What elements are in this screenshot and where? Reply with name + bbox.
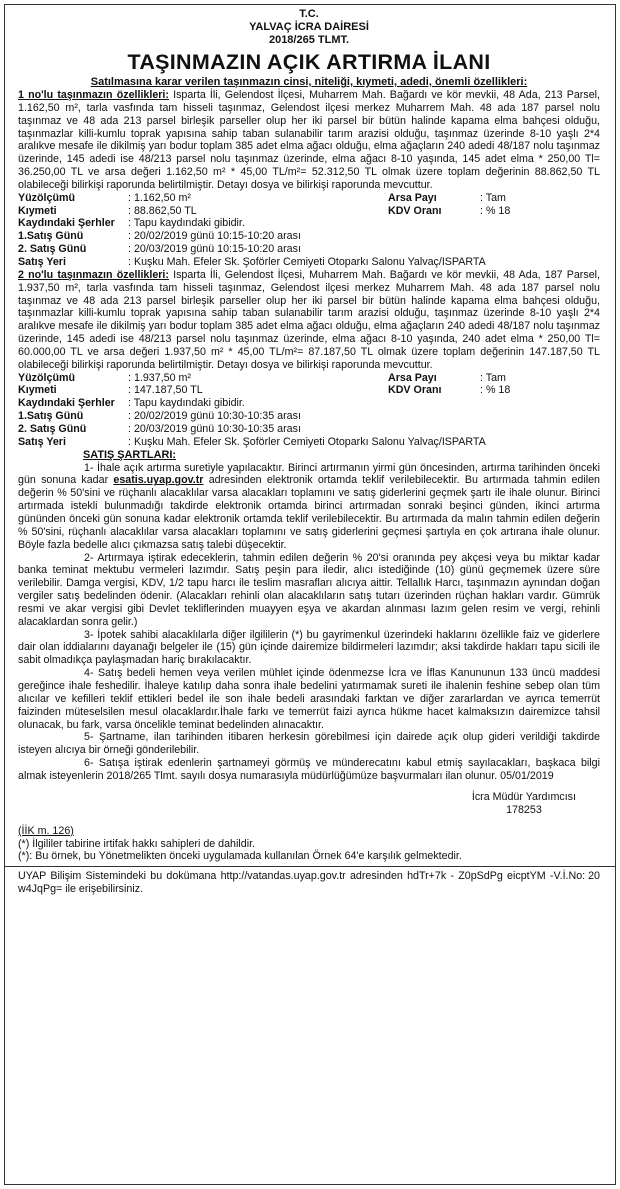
field-row xyxy=(18,217,600,230)
condition-1-pre: 1- İhale açık artırma suretiyle yapılacaktır. Birinci artırmanın yirmi gün öncesinden, artırma tarihinden önceki gün sonuna kadar xyxy=(18,461,600,487)
record-label: Kaydındaki Şerhler xyxy=(18,397,115,410)
share-label: Arsa Payı xyxy=(388,371,437,384)
version-number: V.İ.No: 20 xyxy=(553,870,600,883)
footnote-1: (*) İlgililer tabirine irtifak hakkı sahipleri de dahildir. xyxy=(18,837,256,850)
footnote-2: (*): Bu örnek, bu Yönetmelikten önceki uygulamada kullanılan Örnek 64'e karşılık gelmektedir. xyxy=(18,850,462,863)
sale2-value: : 20/03/2019 günü 10:30-10:35 arası xyxy=(128,422,301,435)
sale1-value: : 20/02/2019 günü 10:15-10:20 arası xyxy=(128,230,301,243)
condition-1 xyxy=(18,462,600,552)
header-office: YALVAÇ İCRA DAİRESİ xyxy=(249,21,369,33)
value-value: : 88.862,50 TL xyxy=(128,204,197,217)
header-tc: T.C. xyxy=(299,8,319,20)
sale2-value: : 20/03/2019 günü 10:15-10:20 arası xyxy=(128,243,301,256)
area-label: Yüzölçümü xyxy=(18,191,76,204)
header-case-no: 2018/265 TLMT. xyxy=(268,34,350,46)
condition-1-post: adresinden elektronik ortamda teklif verilebilecektir. Bu artırmada tahmin edilen değerin % 50'sini ve rüçhanlı alacaklılar varsa alacakları toplamını ve satış giderlerini geçmek şartı ile ihale olunur. Birinci artırmada istekli bulunmadığı takdirde elektronik ortamda birinci artırmadan sonraki beşinci günden, ikinci artırma gününden önceki gün sonuna kadar elektronik ortamda teklif verilebilecektir. Bu artırmada da malın tahmin edilen değerin % 50'sini, rüçhanlı alacaklılar varsa alacakları toplamını ve satış giderlerini geçmesi şartıyla en çok artırana ihale olunur. Böyle fazla bedelle alıcı çıkmazsa satış talebi düşecektir. xyxy=(18,474,600,551)
share-value: : Tam xyxy=(480,191,506,204)
property-1-description xyxy=(18,89,600,192)
record-label: Kaydındaki Şerhler xyxy=(18,217,115,230)
value-label: Kıymeti xyxy=(18,204,57,217)
field-row xyxy=(18,256,600,269)
record-value: : Tapu kaydındaki gibidir. xyxy=(128,217,245,230)
field-row xyxy=(18,243,600,256)
property-1-heading: 1 no'lu taşınmazın özellikleri: xyxy=(18,89,169,101)
place-value: : Kuşku Mah. Efeler Sk. Şoförler Cemiyeti Otoparkı Salonu Yalvaç/ISPARTA xyxy=(128,435,486,448)
field-row xyxy=(18,192,600,205)
value-value: : 147.187,50 TL xyxy=(128,384,203,397)
property-1-fields xyxy=(18,192,600,269)
signature-number: 178253 xyxy=(506,803,542,816)
condition-5: 5- Şartname, ilan tarihinden itibaren herkesin görebilmesi için dairede açık olup gideri verildiği takdirde isteyen alıcıya bir örneği gönderilebilir. xyxy=(18,731,600,757)
esatis-link[interactable]: esatis.uyap.gov.tr xyxy=(113,474,204,487)
sale1-value: : 20/02/2019 günü 10:30-10:35 arası xyxy=(128,410,301,423)
place-label: Satış Yeri xyxy=(18,255,66,268)
record-value: : Tapu kaydındaki gibidir. xyxy=(128,397,245,410)
place-label: Satış Yeri xyxy=(18,435,66,448)
area-value: : 1.162,50 m² xyxy=(128,191,191,204)
kdv-value: : % 18 xyxy=(480,204,511,217)
area-value: : 1.937,50 m² xyxy=(128,371,191,384)
sale2-label: 2. Satış Günü xyxy=(18,243,87,256)
condition-3: 3- İpotek sahibi alacaklılarla diğer ilgililerin (*) bu gayrimenkul üzerindeki haklarını özellikle faiz ve giderlere dair olan iddialarını dayanağı belgeler ile (15) gün içinde dairemize bildirmeleri lazımdır; aksi takdirde hakları tapu sicili ile sabit olmadıkça paylaşmadan hariç bırakılacaktır. xyxy=(18,628,600,667)
value-label: Kıymeti xyxy=(18,384,57,397)
property-2-description xyxy=(18,269,600,372)
kdv-label: KDV Oranı xyxy=(388,204,442,217)
field-row xyxy=(18,384,600,397)
field-row xyxy=(18,372,600,385)
share-value: : Tam xyxy=(480,371,506,384)
field-row xyxy=(18,230,600,243)
page-title: TAŞINMAZIN AÇIK ARTIRMA İLANI xyxy=(127,50,491,74)
property-2-fields xyxy=(18,372,600,449)
signature-title: İcra Müdür Yardımcısı xyxy=(471,790,576,803)
law-reference: (İİK m. 126) xyxy=(18,824,74,837)
field-row xyxy=(18,436,600,449)
sale1-label: 1.Satış Günü xyxy=(18,230,84,243)
divider xyxy=(4,866,616,867)
property-2-heading: 2 no'lu taşınmazın özellikleri: xyxy=(18,268,169,281)
field-row xyxy=(18,205,600,218)
page-subtitle: Satılmasına karar verilen taşınmazın cinsi, niteliği, kıymeti, adedi, önemli özellikleri: xyxy=(90,76,528,88)
area-label: Yüzölçümü xyxy=(18,371,76,384)
signature-block xyxy=(18,791,600,817)
footer xyxy=(18,870,600,896)
condition-6: 6- Satışa iştirak edenlerin şartnameyi görmüş ve münderecatını kabul etmiş sayılacakları, başkaca bilgi almak isteyenlerin 2018/265 Tlmt. sayılı dosya numarasıyla müdürlüğümüze başvurmaları ilan olunur. 05/01/2019 xyxy=(18,757,600,782)
kdv-label: KDV Oranı xyxy=(388,384,442,397)
kdv-value: : % 18 xyxy=(480,384,511,397)
condition-4: 4- Satış bedeli hemen veya verilen mühlet içinde ödenmezse İcra ve İflas Kanununun 133 üncü maddesi gereğince ihale feshedilir. İhaleye katılıp daha sonra ihale bedelini yatırmamak sureti ile ihalenin feshine sebep olan tüm alıcılar ve kefilleri teklif ettikleri bedel ile son ihale bedeli arasındaki farktan ve diğer zararlardan ve ayrıca temerrüt faizinden müteselsilen mesul olacaklardır.İhale farkı ve temerrüt faizi ayrıca hükme hacet kalmaksızın dairemizce tahsil olunacak, bu fark, varsa öncelikle teminat bedelinden alınacaktır. xyxy=(18,667,600,731)
footer-text: UYAP Bilişim Sistemindeki bu dokümana http://vatandas.uyap.gov.tr adresinden hdTr+7k - Z0pSdPg eicptYM - w4JqPg= ile erişebilirsiniz. xyxy=(18,870,554,896)
property-2-text: Isparta İli, Gelendost İlçesi, Muharrem Mah. Bağardı ve kör mevkii, 48 Ada, 187 Parsel, 1.937,50 m², tarla vasfında tam hisseli taşınmaz, Gelendost ilçesi merkez Muharrem Mah. 48 ada 187 parsel nolu taşınmaz ve 48 ada 213 parsel birleşik parseller olup her iki parsel bir bütün halinde kapama elma bahçesi olduğu, taşınmazlar killi-kumlu toprak yapısına sahip taban sulanabilir tarım arazisi olduğu, taşınmaz üzerinde 8-10 yaşlı 2*4 aralıkve mesafe ile dikilmiş yarı bodur toplam 385 adet elma ağacı olduğu, elma ağaçların 240 adedi 48/187 nolu taşınmaz üzerinde, 145 adedi ise 48/213 parsel nolu taşınmaz üzerinde, elma ağacı 8-10 yaşında, 240 adet elma * 250,00 Tl= 60.000,00 TL ve arsa değeri 1.937,50 m² * 45,00 TL/m²= 87.187,50 TL olmak üzere toplam değerinin 147.187,50 TL olabileceği bilirkişi raporunda belirtilmiştir. Detayı dosya ve bilirkişi raporunda mevcuttur. xyxy=(18,268,600,371)
sale1-label: 1.Satış Günü xyxy=(18,410,84,423)
field-row xyxy=(18,423,600,436)
sale2-label: 2. Satış Günü xyxy=(18,422,87,435)
conditions-heading: SATIŞ ŞARTLARI: xyxy=(83,448,176,461)
share-label: Arsa Payı xyxy=(388,191,437,204)
property-1-text: Isparta İli, Gelendost İlçesi, Muharrem Mah. Bağardı ve kör mevkii, 48 Ada, 213 Parsel, 1.162,50 m², tarla vasfında tam hisseli taşınmaz, Gelendost ilçesi merkez Muharrem Mah. 48 ada 187 parsel nolu taşınmaz ve 48 ada 213 parsel birleşik parseller olup her iki parsel bir bütün halinde kapama elma bahçesi olduğu, taşınmazlar killi-kumlu toprak yapısına sahip taban sulanabilir tarım arazisi olduğu, taşınmaz üzerinde 8-10 yaşlı 2*4 aralıkve mesafe ile dikilmiş yarı bodur toplam 385 adet elma ağacı olduğu, elma ağaçların 240 adedi 48/187 nolu taşınmaz üzerinde, 145 adedi ise 48/213 parsel nolu taşınmaz üzerinde, elma ağacı 8-10 yaşında, 145 adet elma * 250,00 Tl= 36.250,00 TL ve arsa değeri 1.162,50 m² * 45,00 TL/m²= 52.312,50 TL olmak üzere toplam değerinin 88.862,50 TL olabileceği bilirkişi raporunda belirtilmiştir. Detayı dosya ve bilirkişi raporunda mevcuttur. xyxy=(18,89,600,191)
field-row xyxy=(18,397,600,410)
field-row xyxy=(18,410,600,423)
place-value: : Kuşku Mah. Efeler Sk. Şoförler Cemiyeti Otoparkı Salonu Yalvaç/ISPARTA xyxy=(128,255,486,268)
condition-2: 2- Artırmaya iştirak edeceklerin, tahmin edilen değerin % 20'si oranında pey akçesi veya bu miktar kadar banka teminat mektubu vermeleri lazımdır. Satış peşin para iledir, alıcı istediğinde (10) günü geçmemek üzere süre verilebilir. Damga vergisi, KDV, 1/2 tapu harcı ile teslim masrafları alıcıya aittir. Tellallık Harcı, taşınmazın aynından doğan vergiler satış bedelinden ödenir. (Alacakları rehinli olan alacaklıların satış tutarı üzerinden rüçhan hakları vardır. Gümrük resmi ve akar vergisi gibi Devlet tekliflerinden muayyen eşya ve akardan alınması lazım gelen resim ve vergi, rehinli alacaklardan sonra gelir.) xyxy=(18,551,600,628)
